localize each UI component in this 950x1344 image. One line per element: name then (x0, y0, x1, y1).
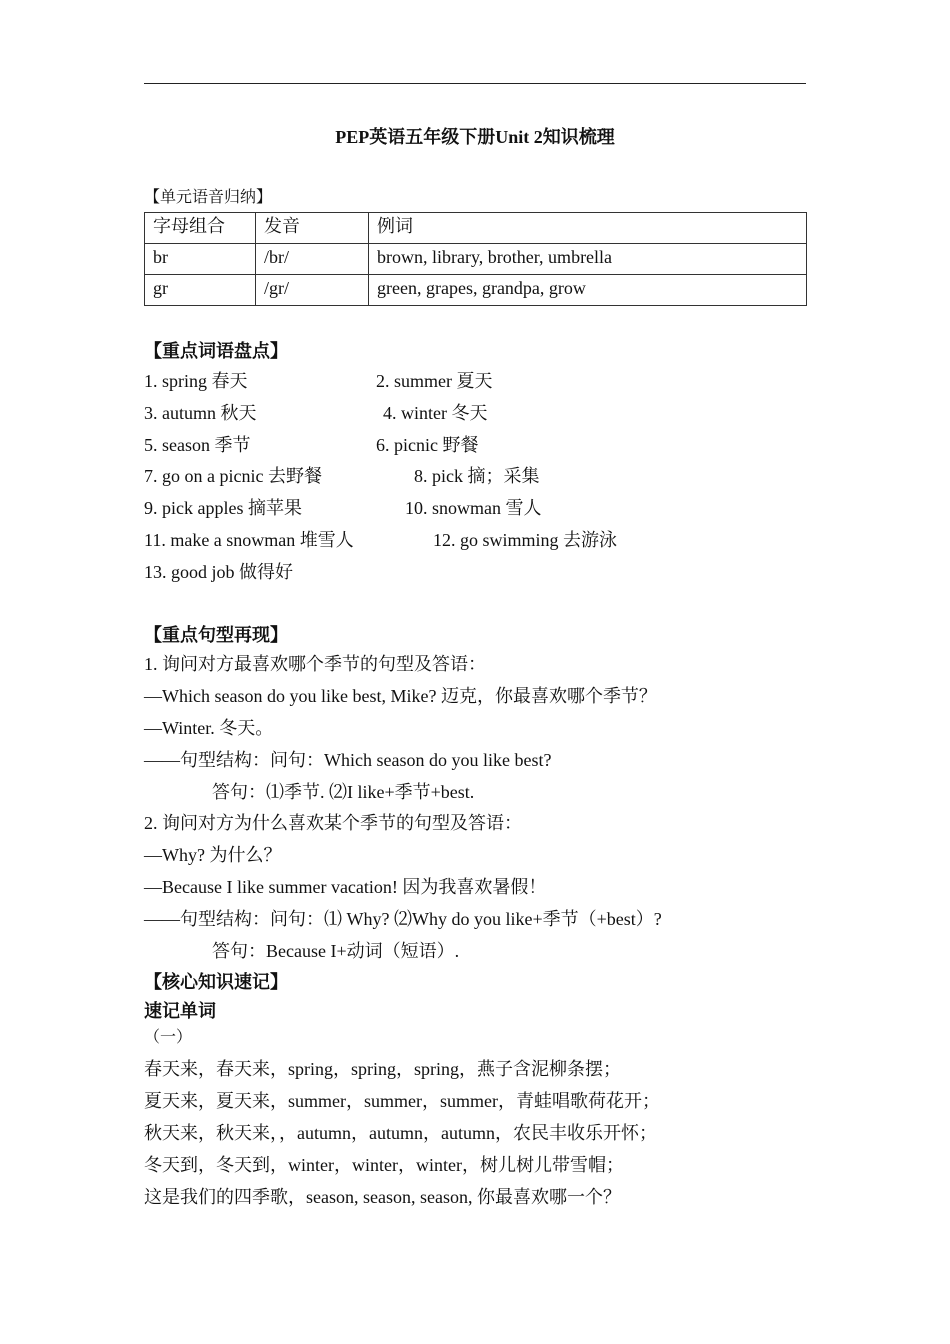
rhyme-line: 夏天来，夏天来，summer，summer，summer，青蛙唱歌荷花开； (144, 1091, 660, 1111)
vocab-item: 9. pick apples 摘苹果 (144, 498, 302, 518)
vocab-item: 6. picnic 野餐 (376, 435, 479, 455)
rhyme-line: 春天来，春天来，spring，spring，spring，燕子含泥柳条摆； (144, 1059, 621, 1079)
vocab-item: 5. season 季节 (144, 435, 251, 455)
table-cell: /br/ (256, 244, 369, 275)
sentence-line: —Why? 为什么？ (144, 845, 282, 865)
sentences-heading: 【重点句型再现】 (144, 625, 288, 645)
vocab-item: 10. snowman 雪人 (405, 498, 542, 518)
sentence-line: ——句型结构：问句：⑴ Why? ⑵Why do you like+季节（+best）? (144, 909, 662, 929)
vocab-item: 13. good job 做得好 (144, 562, 294, 582)
vocab-item: 1. spring 春天 (144, 371, 248, 391)
core-part-label: （一） (144, 1029, 193, 1046)
header-cell: 字母组合 (145, 213, 256, 244)
phonics-heading: 【单元语音归纳】 (144, 189, 273, 206)
rhyme-line: 这是我们的四季歌，season, season, season, 你最喜欢哪一个？ (144, 1187, 621, 1207)
table-cell: br (145, 244, 256, 275)
vocab-item: 8. pick 摘；采集 (414, 466, 540, 486)
vocab-heading: 【重点词语盘点】 (144, 341, 288, 361)
header-rule (144, 83, 806, 84)
sentence-line: 2. 询问对方为什么喜欢某个季节的句型及答语： (144, 813, 522, 833)
table-cell: green, grapes, grandpa, grow (369, 275, 807, 306)
sentence-line: —Which season do you like best, Mike? 迈克，你最喜欢哪个季节？ (144, 686, 657, 706)
core-heading: 【核心知识速记】 (144, 972, 288, 992)
table-row (145, 275, 807, 306)
sentence-line: ——句型结构：问句：Which season do you like best? (144, 750, 552, 770)
rhyme-line: 冬天到，冬天到，winter，winter，winter，树儿树儿带雪帽； (144, 1155, 624, 1175)
sentence-line: 答句：Because I+动词（短语）. (212, 941, 460, 961)
vocab-item: 11. make a snowman 堆雪人 (144, 530, 354, 550)
sentence-line: 1. 询问对方最喜欢哪个季节的句型及答语： (144, 654, 486, 674)
header-cell: 发音 (256, 213, 369, 244)
table-cell: brown, library, brother, umbrella (369, 244, 807, 275)
page-title: PEP英语五年级下册Unit 2知识梳理 (335, 127, 615, 147)
table-row (145, 244, 807, 275)
vocab-item: 3. autumn 秋天 (144, 403, 257, 423)
header-cell: 例词 (369, 213, 807, 244)
sentence-line: —Because I like summer vacation! 因为我喜欢暑假！ (144, 877, 547, 897)
sentence-line: 答句：⑴季节. ⑵I like+季节+best. (212, 782, 475, 802)
vocab-item: 12. go swimming 去游泳 (433, 530, 618, 550)
phonics-table (144, 212, 807, 306)
table-header-row (145, 213, 807, 244)
table-cell: /gr/ (256, 275, 369, 306)
table-cell: gr (145, 275, 256, 306)
vocab-item: 4. winter 冬天 (383, 403, 488, 423)
core-subheading: 速记单词 (144, 1001, 216, 1021)
vocab-item: 7. go on a picnic 去野餐 (144, 466, 322, 486)
rhyme-line: 秋天来，秋天来，，autumn，autumn，autumn，农民丰收乐开怀； (144, 1123, 657, 1143)
vocab-item: 2. summer 夏天 (376, 371, 493, 391)
sentence-line: —Winter. 冬天。 (144, 718, 274, 738)
